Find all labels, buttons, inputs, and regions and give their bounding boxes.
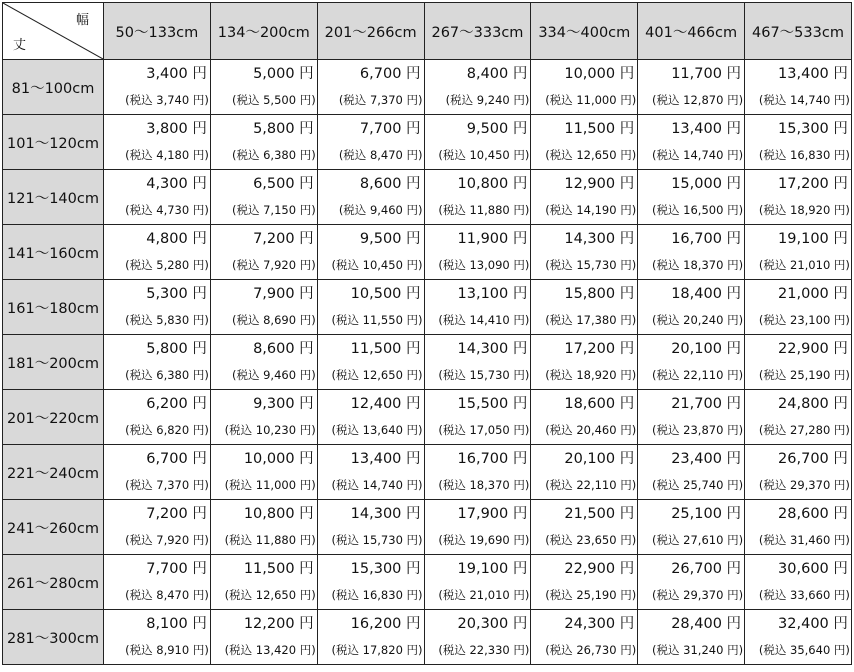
price-value: 28,600 円 [778, 506, 848, 522]
height-header-cell: 241～260cm [3, 500, 104, 555]
price-cell [424, 610, 531, 665]
tax-inclusive-price: (税込 4,730 円) [125, 203, 209, 217]
price-value: 6,700 円 [359, 66, 421, 82]
width-header-cell: 134～200cm [210, 3, 317, 60]
tax-inclusive-price: (税込 27,280 円) [758, 423, 850, 437]
tax-inclusive-price: (税込 7,920 円) [231, 258, 316, 272]
tax-inclusive-price: (税込 11,880 円) [224, 533, 316, 547]
price-value: 8,400 円 [466, 66, 528, 82]
price-cell [531, 115, 638, 170]
price-value: 16,700 円 [457, 451, 528, 467]
table-row [3, 170, 852, 225]
price-value: 12,400 円 [350, 396, 421, 412]
tax-inclusive-price: (税込 12,650 円) [545, 148, 637, 162]
price-cell [104, 555, 211, 610]
price-value: 24,800 円 [778, 396, 848, 412]
table-row [3, 280, 852, 335]
price-value: 17,200 円 [778, 176, 848, 192]
height-header-cell: 121～140cm [3, 170, 104, 225]
tax-inclusive-price: (税込 18,370 円) [652, 258, 744, 272]
price-cell [104, 445, 211, 500]
price-value: 18,600 円 [564, 396, 635, 412]
price-value: 5,800 円 [253, 121, 314, 137]
price-cell [638, 390, 745, 445]
price-value: 4,800 円 [146, 231, 207, 247]
price-cell [745, 445, 852, 500]
tax-inclusive-price: (税込 9,460 円) [231, 368, 316, 382]
price-cell [210, 500, 317, 555]
price-value: 7,200 円 [253, 231, 314, 247]
tax-inclusive-price: (税込 12,870 円) [652, 93, 744, 107]
tax-inclusive-price: (税込 7,370 円) [125, 478, 209, 492]
tax-inclusive-price: (税込 6,380 円) [231, 148, 316, 162]
tax-inclusive-price: (税込 19,690 円) [438, 533, 530, 547]
price-value: 7,700 円 [146, 561, 207, 577]
price-cell [104, 610, 211, 665]
price-value: 7,200 円 [146, 506, 207, 522]
price-value: 10,800 円 [243, 506, 314, 522]
price-cell [210, 60, 317, 115]
width-header-cell: 201～266cm [317, 3, 424, 60]
tax-inclusive-price: (税込 18,920 円) [545, 368, 637, 382]
height-header-cell: 261～280cm [3, 555, 104, 610]
price-cell [317, 280, 424, 335]
price-value: 8,600 円 [253, 341, 314, 357]
price-value: 13,400 円 [778, 66, 848, 82]
tax-inclusive-price: (税込 13,090 円) [438, 258, 530, 272]
price-value: 9,500 円 [359, 231, 421, 247]
price-cell [745, 555, 852, 610]
tax-inclusive-price: (税込 7,920 円) [125, 533, 209, 547]
price-value: 28,400 円 [671, 616, 742, 632]
price-cell [104, 500, 211, 555]
price-cell [424, 555, 531, 610]
price-cell [104, 280, 211, 335]
tax-inclusive-price: (税込 11,550 円) [331, 313, 423, 327]
price-cell [745, 500, 852, 555]
width-header-cell: 267～333cm [424, 3, 531, 60]
height-header-cell: 201～220cm [3, 390, 104, 445]
price-cell [317, 170, 424, 225]
tax-inclusive-price: (税込 14,740 円) [652, 148, 744, 162]
price-cell [745, 170, 852, 225]
height-header-cell: 101～120cm [3, 115, 104, 170]
price-value: 9,500 円 [466, 121, 528, 137]
price-cell [424, 390, 531, 445]
tax-inclusive-price: (税込 7,370 円) [338, 93, 423, 107]
price-value: 10,500 円 [350, 286, 421, 302]
price-value: 11,700 円 [671, 66, 742, 82]
height-header-cell: 181～200cm [3, 335, 104, 390]
price-cell [531, 60, 638, 115]
price-value: 13,100 円 [457, 286, 528, 302]
tax-inclusive-price: (税込 22,110 円) [545, 478, 637, 492]
price-value: 14,300 円 [457, 341, 528, 357]
price-cell [210, 115, 317, 170]
price-value: 26,700 円 [778, 451, 848, 467]
tax-inclusive-price: (税込 35,640 円) [758, 643, 850, 657]
tax-inclusive-price: (税込 10,450 円) [438, 148, 530, 162]
tax-inclusive-price: (税込 14,740 円) [331, 478, 423, 492]
price-value: 5,300 円 [146, 286, 207, 302]
price-value: 21,000 円 [778, 286, 848, 302]
price-value: 7,900 円 [253, 286, 314, 302]
tax-inclusive-price: (税込 6,380 円) [125, 368, 209, 382]
table-row [3, 115, 852, 170]
tax-inclusive-price: (税込 13,640 円) [331, 423, 423, 437]
tax-inclusive-price: (税込 17,820 円) [331, 643, 423, 657]
price-cell [638, 280, 745, 335]
tax-inclusive-price: (税込 13,420 円) [224, 643, 316, 657]
price-value: 13,400 円 [671, 121, 742, 137]
price-value: 17,900 円 [457, 506, 528, 522]
price-value: 10,000 円 [564, 66, 635, 82]
width-header-cell: 401～466cm [638, 3, 745, 60]
tax-inclusive-price: (税込 31,240 円) [652, 643, 744, 657]
price-cell [317, 445, 424, 500]
price-cell [745, 60, 852, 115]
tax-inclusive-price: (税込 18,920 円) [758, 203, 850, 217]
price-value: 21,700 円 [671, 396, 742, 412]
price-value: 16,200 円 [350, 616, 421, 632]
tax-inclusive-price: (税込 15,730 円) [438, 368, 530, 382]
price-value: 26,700 円 [671, 561, 742, 577]
table-row [3, 225, 852, 280]
tax-inclusive-price: (税込 23,650 円) [545, 533, 637, 547]
price-cell [638, 500, 745, 555]
tax-inclusive-price: (税込 29,370 円) [758, 478, 850, 492]
price-value: 21,500 円 [564, 506, 635, 522]
tax-inclusive-price: (税込 16,500 円) [652, 203, 744, 217]
tax-inclusive-price: (税込 5,830 円) [125, 313, 209, 327]
price-cell [210, 610, 317, 665]
tax-inclusive-price: (税込 8,690 円) [231, 313, 316, 327]
table-row [3, 335, 852, 390]
price-cell [317, 115, 424, 170]
tax-inclusive-price: (税込 8,470 円) [338, 148, 423, 162]
price-cell [531, 610, 638, 665]
corner-cell [3, 3, 104, 60]
price-value: 11,900 円 [457, 231, 528, 247]
price-cell [531, 280, 638, 335]
tax-inclusive-price: (税込 8,470 円) [125, 588, 209, 602]
price-cell [638, 610, 745, 665]
price-cell [317, 60, 424, 115]
price-value: 11,500 円 [243, 561, 314, 577]
tax-inclusive-price: (税込 21,010 円) [438, 588, 530, 602]
price-cell [531, 555, 638, 610]
tax-inclusive-price: (税込 7,150 円) [231, 203, 316, 217]
tax-inclusive-price: (税込 11,880 円) [438, 203, 530, 217]
price-value: 12,200 円 [243, 616, 314, 632]
price-value: 4,300 円 [146, 176, 207, 192]
tax-inclusive-price: (税込 17,380 円) [545, 313, 637, 327]
price-value: 16,700 円 [671, 231, 742, 247]
tax-inclusive-price: (税込 8,910 円) [125, 643, 209, 657]
tax-inclusive-price: (税込 33,660 円) [758, 588, 850, 602]
tax-inclusive-price: (税込 31,460 円) [758, 533, 850, 547]
price-value: 11,500 円 [350, 341, 421, 357]
price-cell [424, 170, 531, 225]
price-cell [638, 225, 745, 280]
tax-inclusive-price: (税込 3,740 円) [125, 93, 209, 107]
price-cell [638, 170, 745, 225]
tax-inclusive-price: (税込 17,050 円) [438, 423, 530, 437]
price-value: 22,900 円 [564, 561, 635, 577]
price-value: 30,600 円 [778, 561, 848, 577]
price-value: 24,300 円 [564, 616, 635, 632]
price-cell [638, 555, 745, 610]
price-value: 8,600 円 [359, 176, 421, 192]
tax-inclusive-price: (税込 5,280 円) [125, 258, 209, 272]
tax-inclusive-price: (税込 23,870 円) [652, 423, 744, 437]
price-value: 17,200 円 [564, 341, 635, 357]
price-cell [210, 335, 317, 390]
price-cell [531, 225, 638, 280]
price-cell [424, 60, 531, 115]
height-header-cell: 281～300cm [3, 610, 104, 665]
table-body [3, 60, 852, 665]
table-row [3, 60, 852, 115]
price-value: 7,700 円 [359, 121, 421, 137]
price-value: 6,700 円 [146, 451, 207, 467]
tax-inclusive-price: (税込 25,740 円) [652, 478, 744, 492]
tax-inclusive-price: (税込 15,730 円) [331, 533, 423, 547]
table-row [3, 555, 852, 610]
price-value: 19,100 円 [778, 231, 848, 247]
price-cell [531, 335, 638, 390]
price-cell [317, 225, 424, 280]
price-cell [424, 225, 531, 280]
price-value: 32,400 円 [778, 616, 848, 632]
tax-inclusive-price: (税込 10,450 円) [331, 258, 423, 272]
price-value: 20,100 円 [671, 341, 742, 357]
height-header-cell: 221～240cm [3, 445, 104, 500]
width-header-row [3, 3, 852, 60]
price-cell [317, 500, 424, 555]
price-value: 19,100 円 [457, 561, 528, 577]
price-cell [104, 225, 211, 280]
price-value: 15,500 円 [457, 396, 528, 412]
price-cell [424, 500, 531, 555]
price-cell [745, 280, 852, 335]
tax-inclusive-price: (税込 14,190 円) [545, 203, 637, 217]
price-cell [210, 555, 317, 610]
price-value: 8,100 円 [146, 616, 207, 632]
price-value: 20,100 円 [564, 451, 635, 467]
price-cell [638, 335, 745, 390]
tax-inclusive-price: (税込 20,460 円) [545, 423, 637, 437]
table-row [3, 610, 852, 665]
price-cell [210, 225, 317, 280]
price-cell [424, 445, 531, 500]
price-value: 18,400 円 [671, 286, 742, 302]
tax-inclusive-price: (税込 25,190 円) [758, 368, 850, 382]
price-table [2, 2, 852, 665]
price-cell [531, 170, 638, 225]
tax-inclusive-price: (税込 21,010 円) [758, 258, 850, 272]
price-cell [317, 390, 424, 445]
price-cell [745, 225, 852, 280]
width-header-cell: 50～133cm [104, 3, 211, 60]
price-value: 10,800 円 [457, 176, 528, 192]
price-value: 6,200 円 [146, 396, 207, 412]
price-value: 9,300 円 [253, 396, 314, 412]
price-value: 11,500 円 [564, 121, 635, 137]
tax-inclusive-price: (税込 12,650 円) [224, 588, 316, 602]
tax-inclusive-price: (税込 12,650 円) [331, 368, 423, 382]
price-cell [210, 390, 317, 445]
price-value: 15,000 円 [671, 176, 742, 192]
width-header-cell: 334～400cm [531, 3, 638, 60]
price-value: 6,500 円 [253, 176, 314, 192]
tax-inclusive-price: (税込 22,110 円) [652, 368, 744, 382]
price-cell [104, 390, 211, 445]
corner-width-label: 幅 [75, 13, 89, 28]
price-cell [531, 500, 638, 555]
price-value: 10,000 円 [243, 451, 314, 467]
price-cell [531, 390, 638, 445]
table-row [3, 390, 852, 445]
price-value: 23,400 円 [671, 451, 742, 467]
price-value: 14,300 円 [350, 506, 421, 522]
price-cell [210, 280, 317, 335]
price-cell [317, 610, 424, 665]
price-cell [531, 445, 638, 500]
price-value: 25,100 円 [671, 506, 742, 522]
tax-inclusive-price: (税込 11,000 円) [224, 478, 316, 492]
price-value: 15,800 円 [564, 286, 635, 302]
price-value: 5,000 円 [253, 66, 314, 82]
tax-inclusive-price: (税込 10,230 円) [224, 423, 316, 437]
price-cell [104, 170, 211, 225]
price-value: 5,800 円 [146, 341, 207, 357]
tax-inclusive-price: (税込 16,830 円) [331, 588, 423, 602]
price-value: 14,300 円 [564, 231, 635, 247]
price-cell [638, 115, 745, 170]
price-cell [424, 115, 531, 170]
tax-inclusive-price: (税込 9,240 円) [445, 93, 530, 107]
price-value: 3,400 円 [146, 66, 207, 82]
tax-inclusive-price: (税込 14,740 円) [758, 93, 850, 107]
tax-inclusive-price: (税込 14,410 円) [438, 313, 530, 327]
height-header-cell: 141～160cm [3, 225, 104, 280]
tax-inclusive-price: (税込 20,240 円) [652, 313, 744, 327]
tax-inclusive-price: (税込 16,830 円) [758, 148, 850, 162]
height-header-cell: 81～100cm [3, 60, 104, 115]
price-value: 15,300 円 [350, 561, 421, 577]
tax-inclusive-price: (税込 23,100 円) [758, 313, 850, 327]
price-cell [745, 115, 852, 170]
tax-inclusive-price: (税込 5,500 円) [231, 93, 316, 107]
height-header-cell: 161～180cm [3, 280, 104, 335]
price-cell [424, 280, 531, 335]
price-cell [317, 555, 424, 610]
price-cell [745, 610, 852, 665]
tax-inclusive-price: (税込 26,730 円) [545, 643, 637, 657]
tax-inclusive-price: (税込 29,370 円) [652, 588, 744, 602]
table-row [3, 445, 852, 500]
price-cell [745, 335, 852, 390]
tax-inclusive-price: (税込 15,730 円) [545, 258, 637, 272]
tax-inclusive-price: (税込 22,330 円) [438, 643, 530, 657]
price-cell [210, 170, 317, 225]
width-header-cell: 467～533cm [745, 3, 852, 60]
price-cell [104, 60, 211, 115]
price-cell [104, 115, 211, 170]
price-cell [638, 445, 745, 500]
price-cell [745, 390, 852, 445]
price-value: 20,300 円 [457, 616, 528, 632]
price-value: 15,300 円 [778, 121, 848, 137]
tax-inclusive-price: (税込 11,000 円) [545, 93, 637, 107]
price-value: 22,900 円 [778, 341, 848, 357]
tax-inclusive-price: (税込 18,370 円) [438, 478, 530, 492]
tax-inclusive-price: (税込 25,190 円) [545, 588, 637, 602]
price-value: 13,400 円 [350, 451, 421, 467]
price-cell [104, 335, 211, 390]
tax-inclusive-price: (税込 9,460 円) [338, 203, 423, 217]
price-cell [317, 335, 424, 390]
price-cell [210, 445, 317, 500]
price-cell [424, 335, 531, 390]
tax-inclusive-price: (税込 6,820 円) [125, 423, 209, 437]
tax-inclusive-price: (税込 4,180 円) [125, 148, 209, 162]
table-row [3, 500, 852, 555]
corner-height-label: 丈 [13, 38, 27, 53]
tax-inclusive-price: (税込 27,610 円) [652, 533, 744, 547]
price-value: 3,800 円 [146, 121, 207, 137]
price-value: 12,900 円 [564, 176, 635, 192]
price-cell [638, 60, 745, 115]
